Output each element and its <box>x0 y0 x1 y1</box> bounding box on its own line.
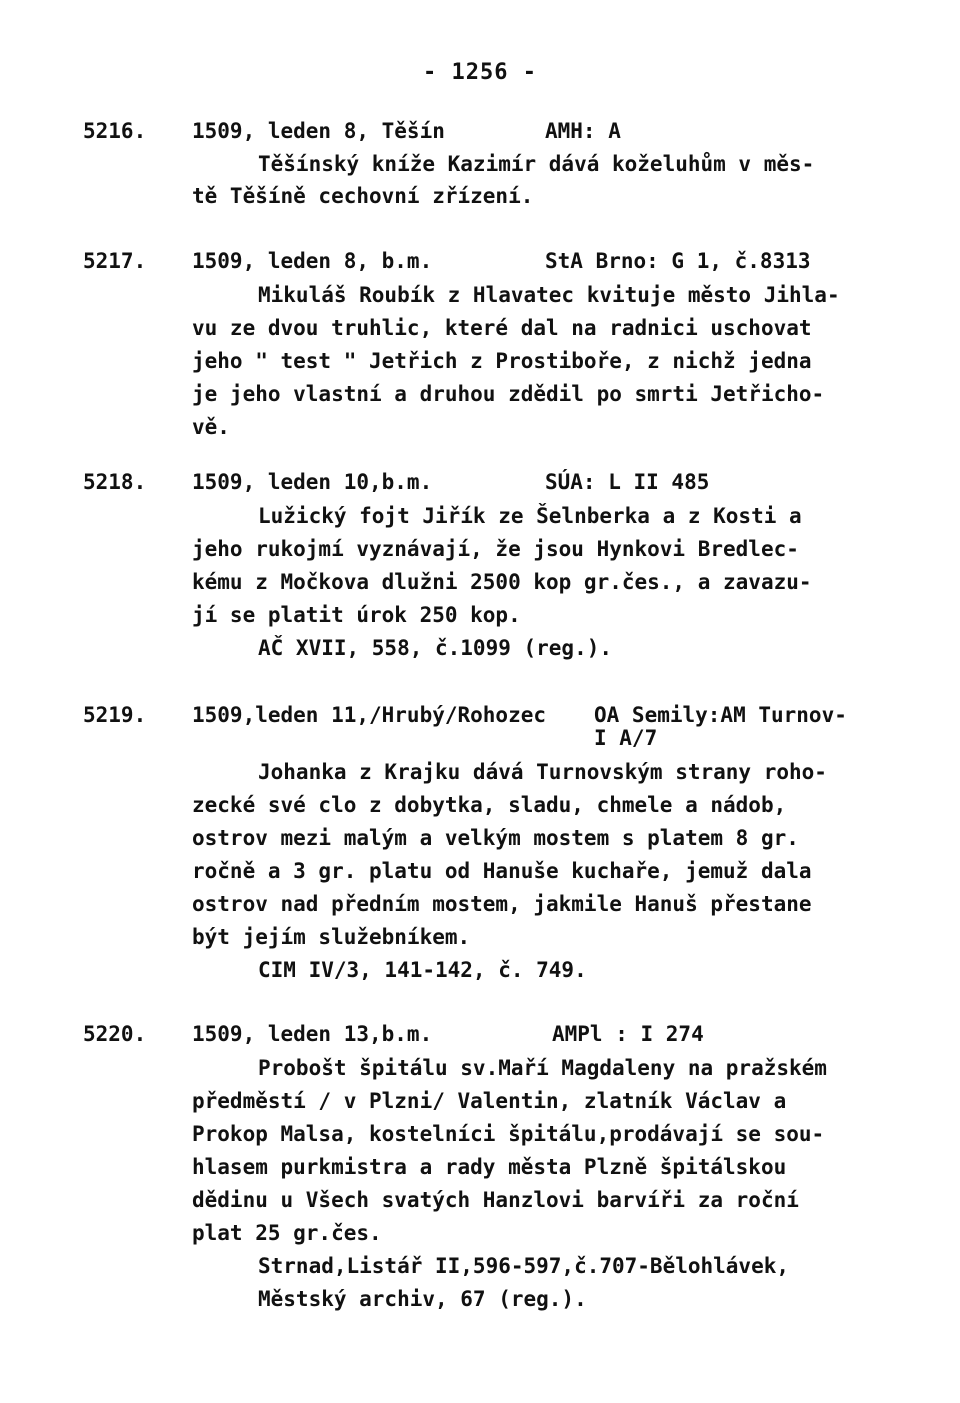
entry-text-line: hlasem purkmistra a rady města Plzně špitálskou <box>192 1155 787 1179</box>
entry-source: AMPl : I 274 <box>552 1022 704 1046</box>
entry-text-line: jí se platit úrok 250 kop. <box>192 603 521 627</box>
entry-text-line: Mikuláš Roubík z Hlavatec kvituje město Jihla- <box>258 283 840 307</box>
entry-source: AMH: A <box>545 119 621 143</box>
entry-source: OA Semily:AM Turnov- <box>594 703 847 727</box>
entry-number: 5220. <box>83 1022 147 1046</box>
entry-source: SÚA: L II 485 <box>545 470 710 494</box>
entry-date: 1509, leden 8, Těšín <box>192 119 445 143</box>
entry-citation: Městský archiv, 67 (reg.). <box>258 1287 587 1311</box>
entry-text-line: jeho " test " Jetřich z Prostiboře, z nichž jedna <box>192 349 812 373</box>
entry-number: 5216. <box>83 119 147 143</box>
entry-text-line: Johanka z Krajku dává Turnovským strany roho- <box>258 760 827 784</box>
entry-text-line: tě Těšíně cechovní zřízení. <box>192 184 534 208</box>
entry-text-line: ostrov nad předním mostem, jakmile Hanuš přestane <box>192 892 812 916</box>
entry-date: 1509, leden 10,b.m. <box>192 470 433 494</box>
entry-text-line: ročně a 3 gr. platu od Hanuše kuchaře, jemuž dala <box>192 859 812 883</box>
entry-text-line: Prokop Malsa, kostelníci špitálu,prodávají se sou- <box>192 1122 825 1146</box>
entry-number: 5219. <box>83 703 147 727</box>
entry-number: 5217. <box>83 249 147 273</box>
entry-date: 1509, leden 8, b.m. <box>192 249 433 273</box>
entry-text-line: Probošt špitálu sv.Maří Magdaleny na pražském <box>258 1056 827 1080</box>
entry-date: 1509, leden 13,b.m. <box>192 1022 433 1046</box>
entry-text-line: zecké své clo z dobytka, sladu, chmele a nádob, <box>192 793 787 817</box>
entry-date: 1509,leden 11,/Hrubý/Rohozec <box>192 703 547 727</box>
entry-text-line: je jeho vlastní a druhou zdědil po smrti Jetřicho- <box>192 382 825 406</box>
entry-citation: CIM IV/3, 141-142, č. 749. <box>258 958 587 982</box>
entry-text-line: dědinu u Všech svatých Hanzlovi barvíři za roční <box>192 1188 799 1212</box>
entry-citation: AČ XVII, 558, č.1099 (reg.). <box>258 636 613 660</box>
entry-text-line: vu ze dvou truhlic, které dal na radnici uschovat <box>192 316 812 340</box>
entry-text-line: plat 25 gr.čes. <box>192 1221 382 1245</box>
entry-text-line: kému z Močkova dlužni 2500 kop gr.čes., a zavazu- <box>192 570 812 594</box>
entry-text-line: být jejím služebníkem. <box>192 925 471 949</box>
entry-source: StA Brno: G 1, č.8313 <box>545 249 811 273</box>
entry-text-line: předměstí / v Plzni/ Valentin, zlatník Václav a <box>192 1089 787 1113</box>
entry-citation: Strnad,Listář II,596-597,č.707-Bělohlávek, <box>258 1254 790 1278</box>
entry-text-line: Těšínský kníže Kazimír dává koželuhům v měs- <box>258 152 815 176</box>
entry-text-line: vě. <box>192 415 230 439</box>
entry-text-line: ostrov mezi malým a velkým mostem s platem 8 gr. <box>192 826 799 850</box>
entry-number: 5218. <box>83 470 147 494</box>
entry-text-line: Lužický fojt Jiřík ze Šelnberka a z Kosti a <box>258 504 802 528</box>
entry-text-line: jeho rukojmí vyznávají, že jsou Hynkovi Bredlec- <box>192 537 799 561</box>
entry-source-continued: I A/7 <box>594 726 658 750</box>
page-number: - 1256 - <box>423 60 537 85</box>
